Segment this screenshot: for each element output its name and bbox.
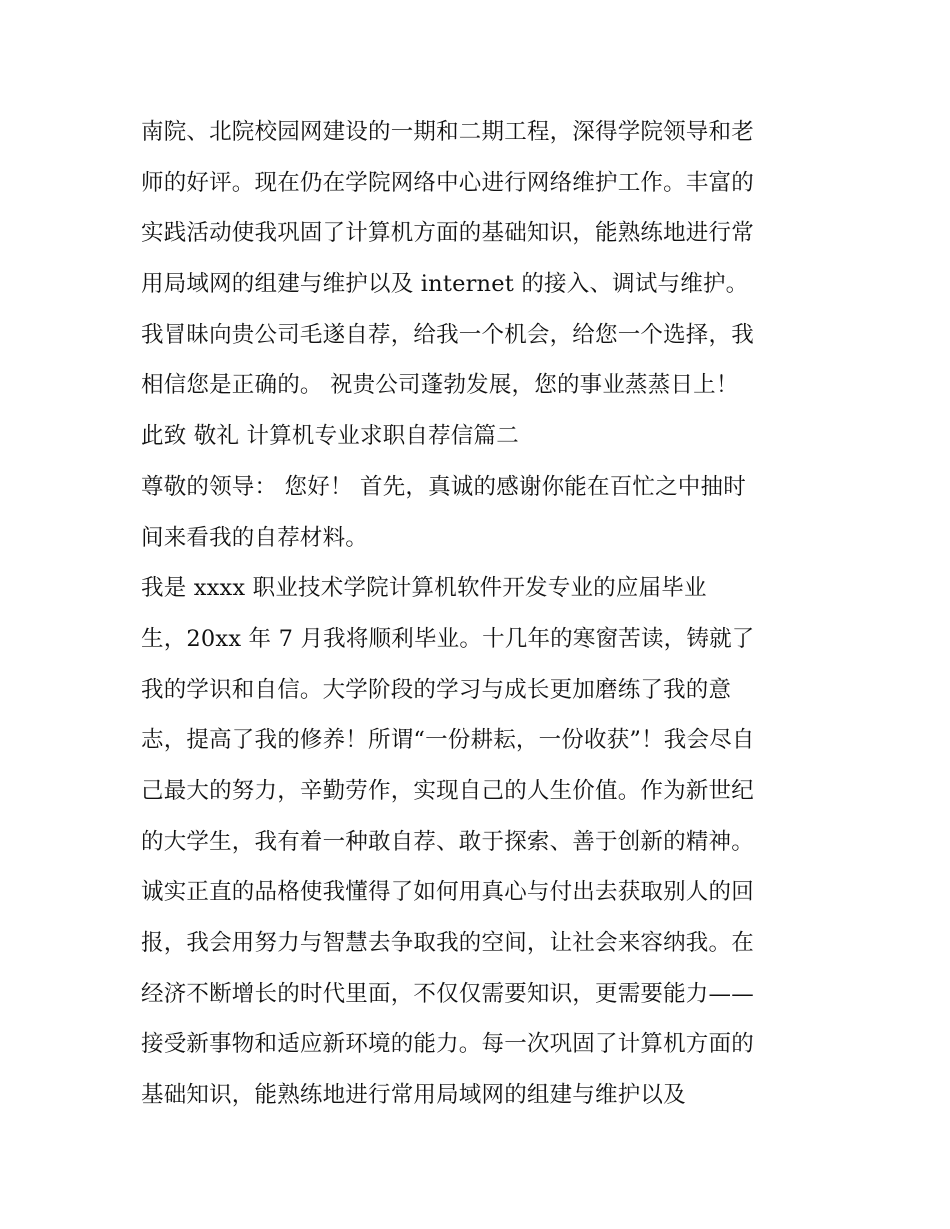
text-line: 的大学生，我有着一种敢自荐、敢于探索、善于创新的精神。 xyxy=(141,828,754,855)
text-line: 南院、北院校园网建设的一期和二期工程，深得学院领导和老 xyxy=(141,119,754,145)
text-line: 己最大的努力，辛勤劳作，实现自己的人生价值。作为新世纪 xyxy=(141,777,754,804)
text-line: 用局域网的组建与维护以及 internet 的接入、调试与维护。 xyxy=(141,271,749,298)
text-line: 间来看我的自荐材料。 xyxy=(141,524,369,551)
text-line: 实践活动使我巩固了计算机方面的基础知识，能熟练地进行常 xyxy=(141,220,754,247)
text-line: 我的学识和自信。大学阶段的学习与成长更加磨练了我的意 xyxy=(141,676,732,703)
text-line: 我冒昧向贵公司毛遂自荐，给我一个机会，给您一个选择，我 xyxy=(141,321,754,348)
text-line: 相信您是正确的。 祝贵公司蓬勃发展，您的事业蒸蒸日上！ xyxy=(141,372,739,399)
text-line: 志，提高了我的修养！所谓“一份耕耘，一份收获”！我会尽自 xyxy=(141,727,755,754)
text-line: 报，我会用努力与智慧去争取我的空间，让社会来容纳我。在 xyxy=(141,930,754,956)
text-line: 基础知识，能熟练地进行常用局域网的组建与维护以及 xyxy=(141,1082,686,1109)
text-line: 我是 xxxx 职业技术学院计算机软件开发专业的应届毕业 xyxy=(141,575,707,602)
text-line: 尊敬的领导： 您好！ 首先，真诚的感谢你能在百忙之中抽时 xyxy=(141,473,746,500)
text-line: 经济不断增长的时代里面，不仅仅需要知识，更需要能力—— xyxy=(141,980,754,1007)
text-line: 生，20xx 年 7 月我将顺利毕业。十几年的寒窗苦读，铸就了 xyxy=(141,625,755,652)
text-line: 接受新事物和适应新环境的能力。每一次巩固了计算机方面的 xyxy=(141,1031,754,1058)
text-line: 师的好评。现在仍在学院网络中心进行网络维护工作。丰富的 xyxy=(141,169,754,196)
document-body xyxy=(141,107,821,1121)
text-line: 诚实正直的品格使我懂得了如何用真心与付出去获取别人的回 xyxy=(141,879,754,906)
text-line: 此致 敬礼 计算机专业求职自荐信篇二 xyxy=(141,423,519,450)
